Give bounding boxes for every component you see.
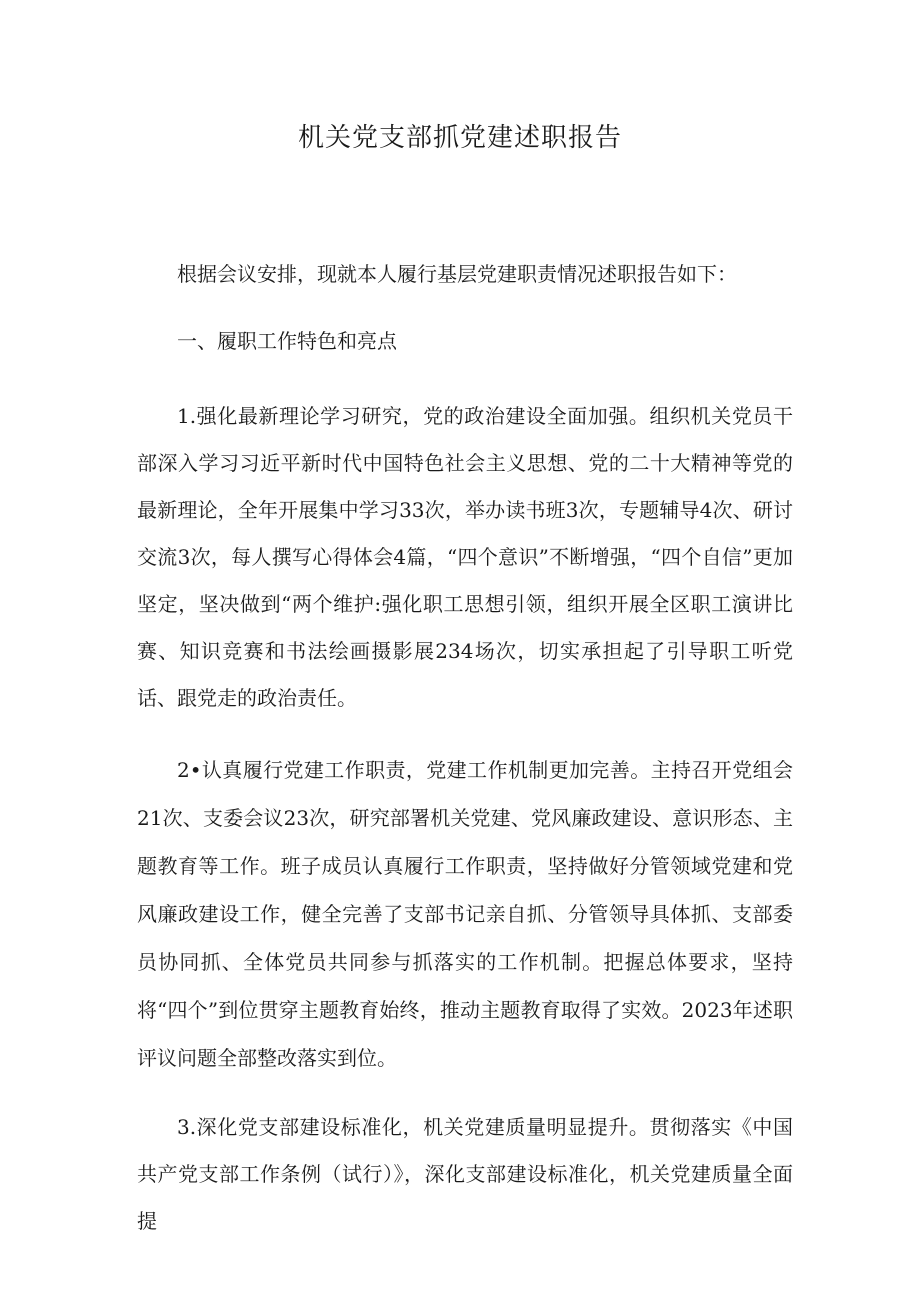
paragraph-3: 3.深化党支部建设标准化，机关党建质量明显提升。贯彻落实《中国共产党支部工作条例（试行）》，深化支部建设标准化，机关党建质量全面提 (137, 1115, 793, 1233)
paragraph-2: 2•认真履行党建工作职责，党建工作机制更加完善。主持召开党组会21次、支委会议23次，研究部署机关党建、党风廉政建设、意识形态、主题教育等工作。班子成员认真履行工作职责，坚持做好分管领域党建和党风廉政建设工作，健全完善了支部书记亲自抓、分管领导具体抓、支部委员协同抓、全体党员共同参与抓落实的工作机制。把握总体要求，坚持将“四个”到位贯穿主题教育始终，推动主题教育取得了实效。2023年述职评议问题全部整改落实到位。 (137, 758, 793, 1070)
intro-paragraph: 根据会议安排，现就本人履行基层党建职责情况述职报告如下： (177, 262, 737, 286)
document-title: 机关党支部抓党建述职报告 (297, 123, 622, 153)
paragraph-1: 1.强化最新理论学习研究，党的政治建设全面加强。组织机关党员干部深入学习习近平新时代中国特色社会主义思想、党的二十大精神等党的最新理论，全年开展集中学习33次，举办读书班3次，专题辅导4次、研讨交流3次，每人撰写心得体会4篇，“四个意识”不断增强，“四个自信”更加坚定，坚决做到“两个维护:强化职工思想引领，组织开展全区职工演讲比赛、知识竞赛和书法绘画摄影展234场次，切实承担起了引导职工听党话、跟党走的政治责任。 (137, 404, 793, 710)
section-heading: 一、履职工作特色和亮点 (177, 329, 397, 353)
